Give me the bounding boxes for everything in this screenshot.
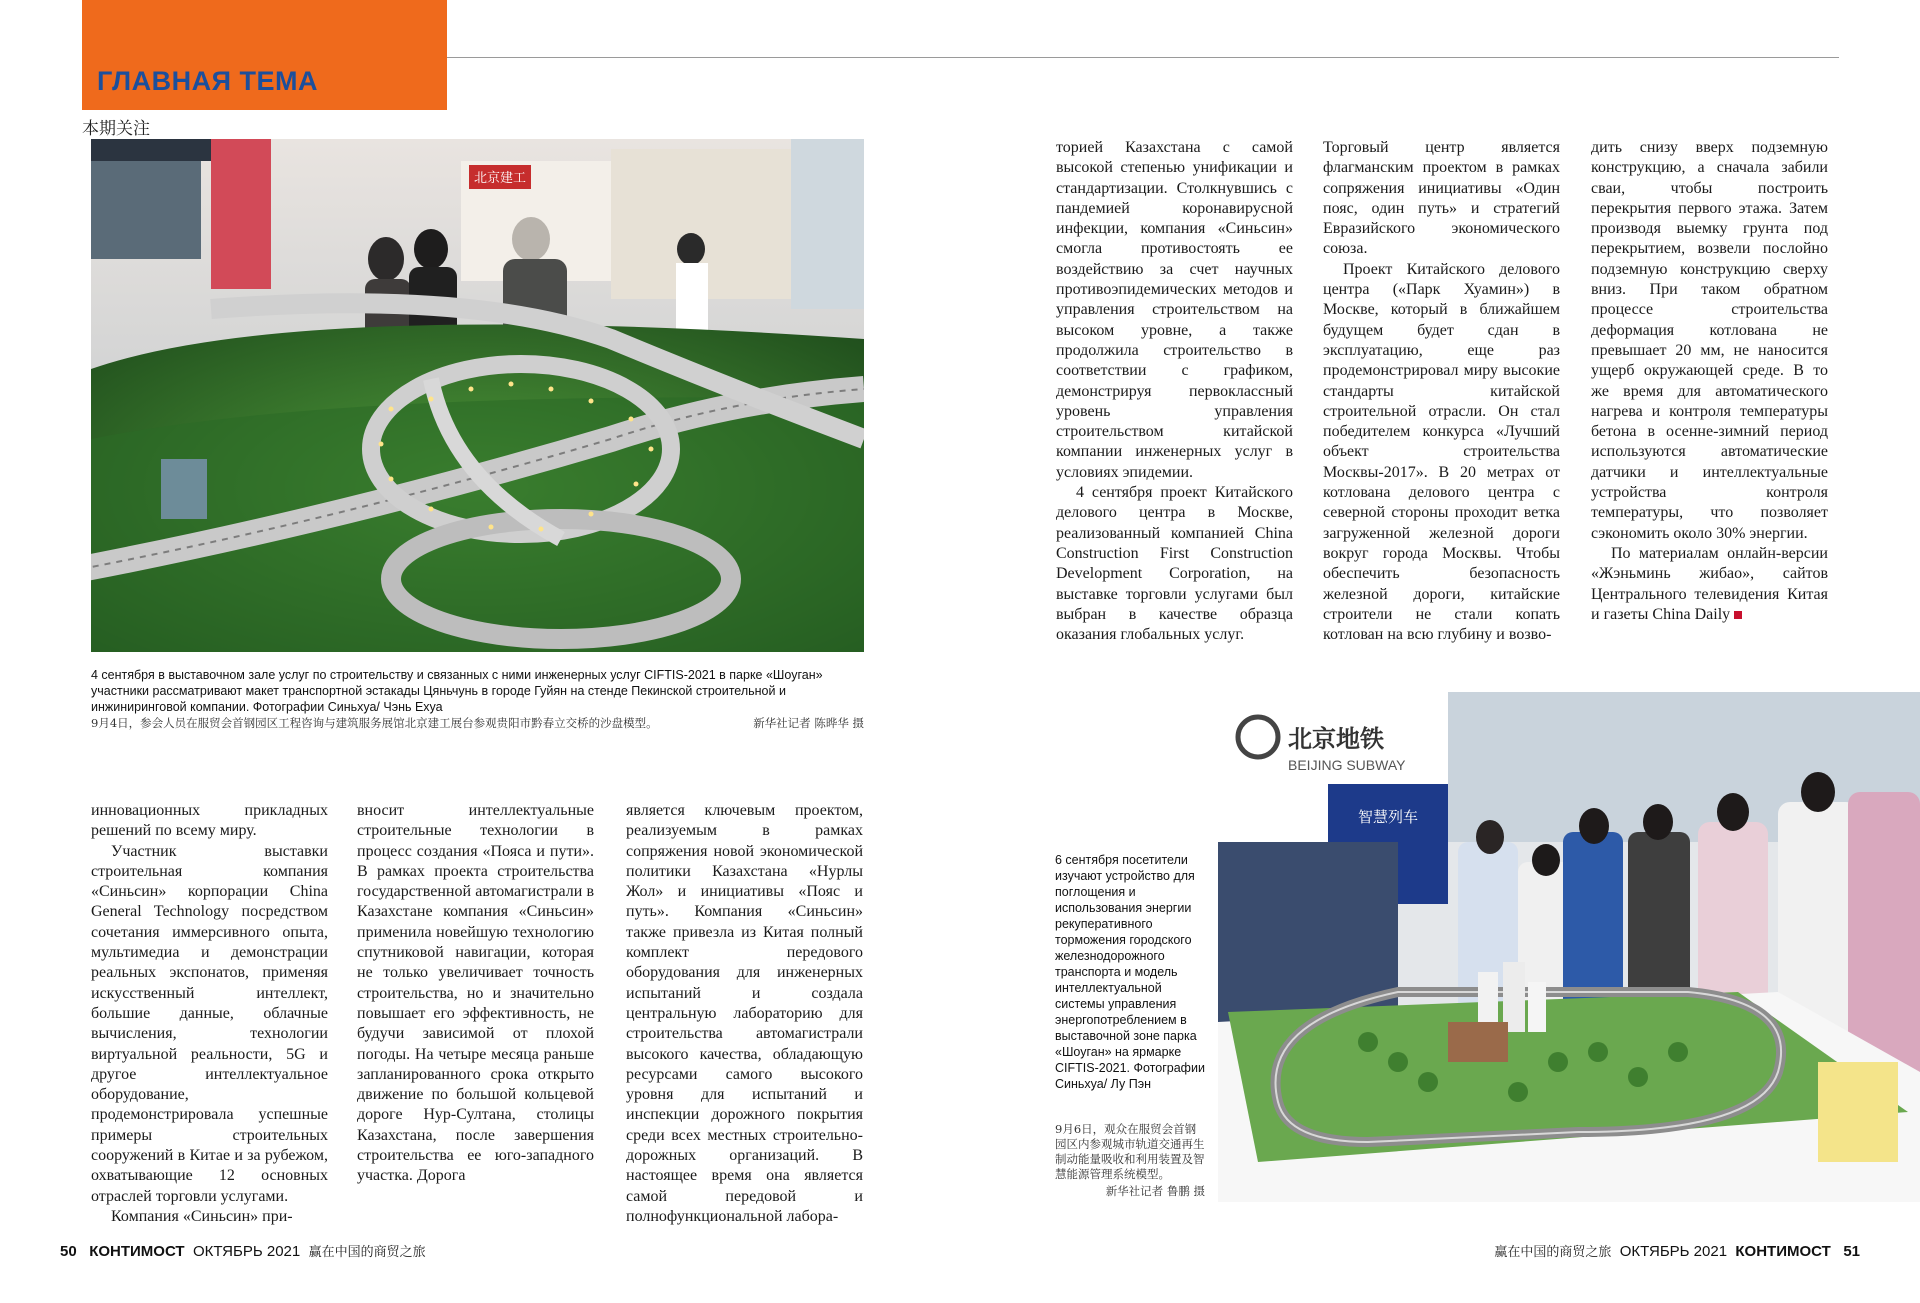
- paragraph-source: [1591, 544, 1828, 625]
- paragraph: дить снизу вверх подземную конструкцию, а сначала забили сваи, чтобы построить перекрытия первого этажа. Затем производя выемку грунта под перекрытием, возвели послойно подземную конструкцию сверху вниз. При таком обратном процессе строительства деформация котлована не превышает 20 мм, не наносится ущерб окружающей среде. В то же время для автоматического нагрева и контроля температуры бетона в осенне-зимний период используются автоматические датчики и интеллектуальные устройства контроля температуры, что позволяет сэкономить около 30% энергии.: [1591, 139, 1828, 542]
- paragraph: вносит интеллектуальные строительные технологии в процесс создания «Пояса и пути». В рамках проекта строительства государственной автомагистрали в Казахстане компания «Синьсин» применила новейшую технологию спутниковой навигации, которая не только увеличивает точность строительства, но и значительно повышает его эффективность, не будучи зависимой от плохой погоды. На четыре месяца раньше запланированного срока открыто движение по большой кольцевой дороге Нур-Султана, столицы Казахстана, после завершения строительства ее юго-западного участка. Дорога: [357, 802, 594, 1185]
- photo-interchange-image: [91, 139, 864, 652]
- text-column-top-3: [1591, 138, 1828, 625]
- text-column-bottom-2: [357, 801, 594, 1187]
- end-mark-icon: [1734, 611, 1742, 619]
- subway-sign-cn: 北京地铁: [1288, 725, 1384, 753]
- paragraph: Торговый центр является флагманским проектом в рамках сопряжения инициативы «Один пояс, один путь» и стратегий Евразийского экономического союза.: [1323, 139, 1560, 258]
- footer-right: [1494, 1241, 1860, 1260]
- photo1-caption-cn: 9月4日，参会人员在服贸会首钢园区工程咨询与建筑服务展馆北京建工展台参观贵阳市黔春立交桥的沙盘模型。: [91, 716, 658, 730]
- paragraph: Проект Китайского делового центра («Парк Хуамин») в Москве, который в ближайшем будущем будет сдан в эксплуатацию, еще раз продемонстрировал миру высокие стандарты китайской строительной отрасли. Он стал победителем конкурса «Лучший объект строительства Москвы-2017». В 20 метрах от котлована делового центра с северной стороны проходит ветка загруженной железной дороги вокруг города Москвы. Чтобы обеспечить безопасность железной дороги, китайские строители не стали копать котлован на всю глубину и возво-: [1323, 260, 1560, 644]
- slogan-left: 赢在中国的商贸之旅: [308, 1245, 426, 1260]
- paragraph: инновационных прикладных решений по всему миру.: [91, 802, 328, 840]
- text-column-top-2: [1323, 138, 1560, 645]
- paragraph: Компания «Синьсин» при-: [111, 1207, 293, 1225]
- page-number-right: 51: [1843, 1243, 1860, 1260]
- text-column-bottom-3: [626, 801, 863, 1227]
- source-note: По материалам онлайн-версии «Жэньминь жибао», сайтов Центрального телевидения Китая и газеты China Daily: [1591, 544, 1828, 623]
- photo2-credit: 新华社记者 鲁鹏 摄: [1105, 1184, 1205, 1198]
- section-title: ГЛАВНАЯ ТЕМА: [97, 66, 318, 96]
- text-column-top-1: [1056, 138, 1293, 645]
- text-column-bottom-1: [91, 801, 328, 1227]
- header-rule: [447, 57, 1839, 58]
- paragraph: является ключевым проектом, реализуемым в рамках сопряжения новой экономической политики Казахстана «Нурлы Жол» и инициативы «Пояс и путь». Компания «Синьсин» также привезла из Китая полный комплект передового оборудования для инженерных испытаний и создала центральную лабораторию для строительства автомагистрали высокого качества, обладающую ресурсами самого высокого уровня для испытаний и инспекции дорожного покрытия среди всех местных строительно-дорожных организаций. В настоящее время она является самой передовой и полнофункциональной лабора-: [626, 802, 863, 1225]
- photo-subway-model: [1218, 692, 1920, 1202]
- photo-interchange-model: [91, 139, 864, 652]
- photo2-caption-ru: 6 сентября посетители изучают устройство для поглощения и использования энергии рекуперативного торможения городского железнодорожного транспорта и модель интеллектуальной системы управления энергопотреблением в выставочной зоне парка «Шоуган» на ярмарке CIFTIS-2021. Фотографии Синьхуа/ Лу Пэн: [1055, 853, 1205, 1091]
- photo-subway-image: [1218, 692, 1920, 1202]
- issue-date-left: ОКТЯБРЬ 2021: [192, 1243, 301, 1260]
- banner-smart-train: 智慧列车: [1357, 808, 1419, 826]
- photo1-credit: 新华社记者 陈晔华 摄: [753, 716, 864, 730]
- paragraph: торией Казахстана с самой высокой степенью унификации и стандартизации. Столкнувшись с пандемией коронавирусной инфекции, компания «Синьсин» смогла противостоять ее воздействию за счет научных противоэпидемических методов и управления строительством на высоком уровне, а также продолжила строительство в соответствии с графиком, демонстрируя первоклассный уровень управления строительством китайской компании инженерных услуг в условиях эпидемии.: [1056, 139, 1293, 481]
- photo1-caption-ru: 4 сентября в выставочном зале услуг по строительству и связанных с ними инженерных услуг CIFTIS-2021 в парке «Шоуган» участники рассматривают макет транспортной эстакады Цяньчунь в городе Гуйян на стенде Пекинской строительной и инжиниринговой компании. Фотографии Синьхуа/ Чэнь Ехуа: [91, 668, 823, 714]
- paragraph: 4 сентября проект Китайского делового центра в Москве, реализованный компанией China Construction First Construction Development Corporation, на выставке торговли услугами был выбран в качестве образца оказания глобальных услуг.: [1056, 484, 1293, 644]
- footer-left: [60, 1241, 426, 1260]
- photo2-caption-cn: 9月6日，观众在服贸会首钢园区内参观城市轨道交通再生制动能量吸收和利用装置及智慧能源管理系统模型。: [1055, 1122, 1205, 1181]
- issue-date-right: ОКТЯБРЬ 2021: [1619, 1243, 1728, 1260]
- section-subtitle: 本期关注: [82, 119, 150, 139]
- magazine-name-right: КОНТИМОСТ: [1735, 1243, 1831, 1260]
- slogan-right: 赢在中国的商贸之旅: [1494, 1245, 1612, 1260]
- paragraph: Участник выставки строительная компания «Синьсин» корпорации China General Technology посредством сочетания иммерсивного опыта, мультимедиа и демонстрации реальных экспонатов, применяя искусственный интеллект, большие данные, облачные вычисления, технологии виртуальной реальности, 5G и другое интеллектуальное оборудование, продемонстрировала успешные примеры строительных сооружений в Китае и за рубежом, охватывающие 12 основных отраслей торговли услугами.: [91, 842, 328, 1205]
- magazine-name-left: КОНТИМОСТ: [89, 1243, 185, 1260]
- sign-beijing-construction: 北京建工: [473, 171, 527, 186]
- page-number-left: 50: [60, 1243, 77, 1260]
- subway-sign-en: BEIJING SUBWAY: [1288, 757, 1406, 773]
